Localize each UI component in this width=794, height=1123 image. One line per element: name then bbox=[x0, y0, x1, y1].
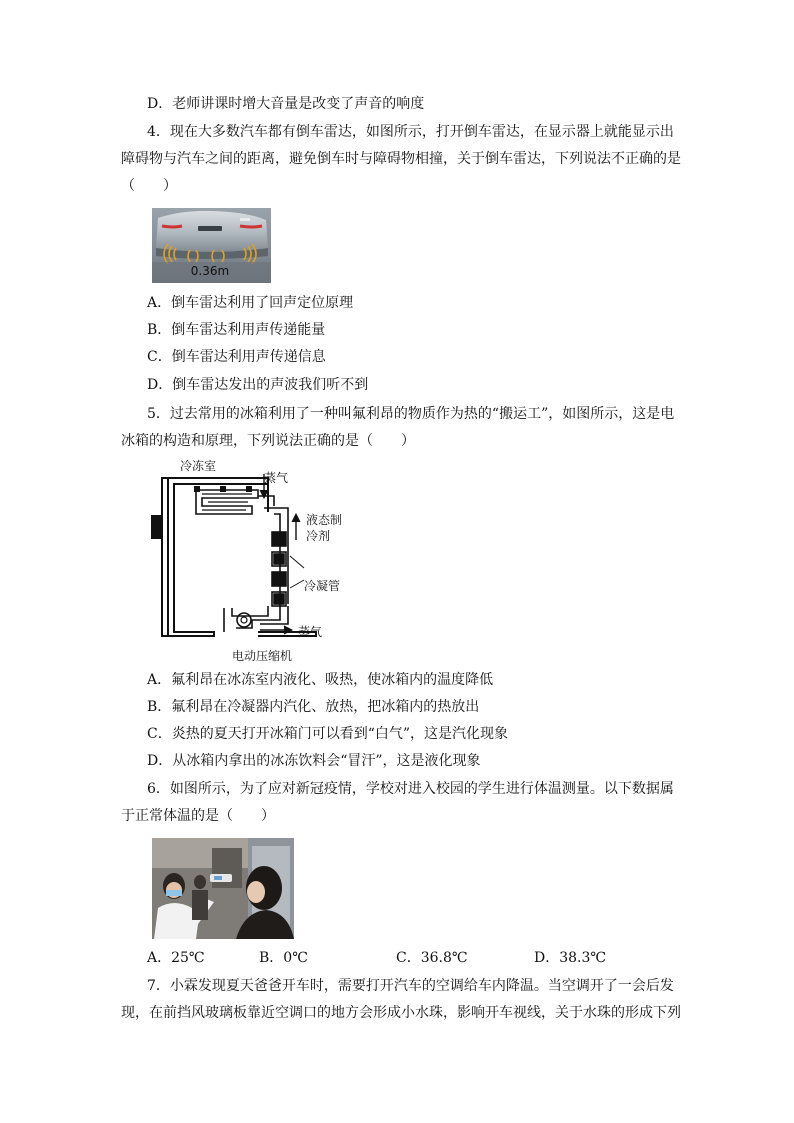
refrigerator-diagram bbox=[148, 456, 358, 666]
label-liquid-refrigerant-2: 冷剂 bbox=[306, 529, 331, 543]
q4-stem-line-1: 4．现在大多数汽车都有倒车雷达，如图所示，打开倒车雷达，在显示器上就能显示出 bbox=[147, 124, 674, 140]
car-radar-photo bbox=[152, 208, 271, 283]
temperature-check-photo bbox=[152, 838, 294, 939]
label-freezer: 冷冻室 bbox=[180, 459, 217, 473]
q4-option-a: A．倒车雷达利用了回声定位原理 bbox=[147, 295, 354, 311]
q5-stem-line-1: 5．过去常用的冰箱利用了一种叫氟利昂的物质作为热的“搬运工”，如图所示，这是电 bbox=[147, 406, 675, 422]
q6-option-b: B．0℃ bbox=[259, 950, 308, 966]
q6-option-d: D．38.3℃ bbox=[534, 950, 607, 966]
q6-option-c: C．36.8℃ bbox=[396, 950, 468, 966]
q5-stem-line-2: 冰箱的构造和原理，下列说法正确的是（ ） bbox=[121, 433, 415, 449]
q4-option-c: C．倒车雷达利用声传递信息 bbox=[147, 349, 326, 365]
q7-stem-line-1: 7．小霖发现夏天爸爸开车时，需要打开汽车的空调给车内降温。当空调开了一会后发 bbox=[147, 978, 674, 994]
label-compressor: 电动压缩机 bbox=[232, 649, 293, 663]
q6-stem-line-2: 于正常体温的是（ ） bbox=[121, 808, 275, 824]
label-condenser: 冷凝管 bbox=[304, 579, 341, 593]
q4-option-b: B．倒车雷达利用声传递能量 bbox=[147, 322, 326, 338]
q5-option-b: B．氟利昂在冷凝器内汽化、放热，把冰箱内的热放出 bbox=[147, 699, 480, 715]
car-radar-distance-label: 0.36m bbox=[190, 264, 230, 278]
q6-stem-line-1: 6．如图所示，为了应对新冠疫情，学校对进入校园的学生进行体温测量。以下数据属 bbox=[147, 781, 674, 797]
q5-option-c: C．炎热的夏天打开冰箱门可以看到“白气”，这是汽化现象 bbox=[147, 726, 509, 742]
label-liquid-refrigerant-1: 液态制 bbox=[306, 513, 343, 527]
label-vapor-top: 蒸气 bbox=[264, 471, 289, 485]
q5-option-d: D．从冰箱内拿出的冰冻饮料会“冒汗”，这是液化现象 bbox=[147, 753, 481, 769]
q4-stem-line-2: 障碍物与汽车之间的距离，避免倒车时与障碍物相撞，关于倒车雷达，下列说法不正确的是 bbox=[121, 151, 681, 167]
q4-stem-line-3: （ ） bbox=[121, 178, 177, 194]
q5-option-a: A．氟利昂在冰冻室内液化、吸热，使冰箱内的温度降低 bbox=[147, 672, 494, 688]
q3-option-d: D．老师讲课时增大音量是改变了声音的响度 bbox=[147, 96, 425, 112]
label-vapor-bottom: 蒸气 bbox=[298, 625, 323, 639]
q7-stem-line-2: 现，在前挡风玻璃板靠近空调口的地方会形成小水珠，影响开车视线，关于水珠的形成下列 bbox=[121, 1005, 681, 1021]
q4-option-d: D．倒车雷达发出的声波我们听不到 bbox=[147, 377, 369, 393]
q6-option-a: A．25℃ bbox=[147, 950, 205, 966]
